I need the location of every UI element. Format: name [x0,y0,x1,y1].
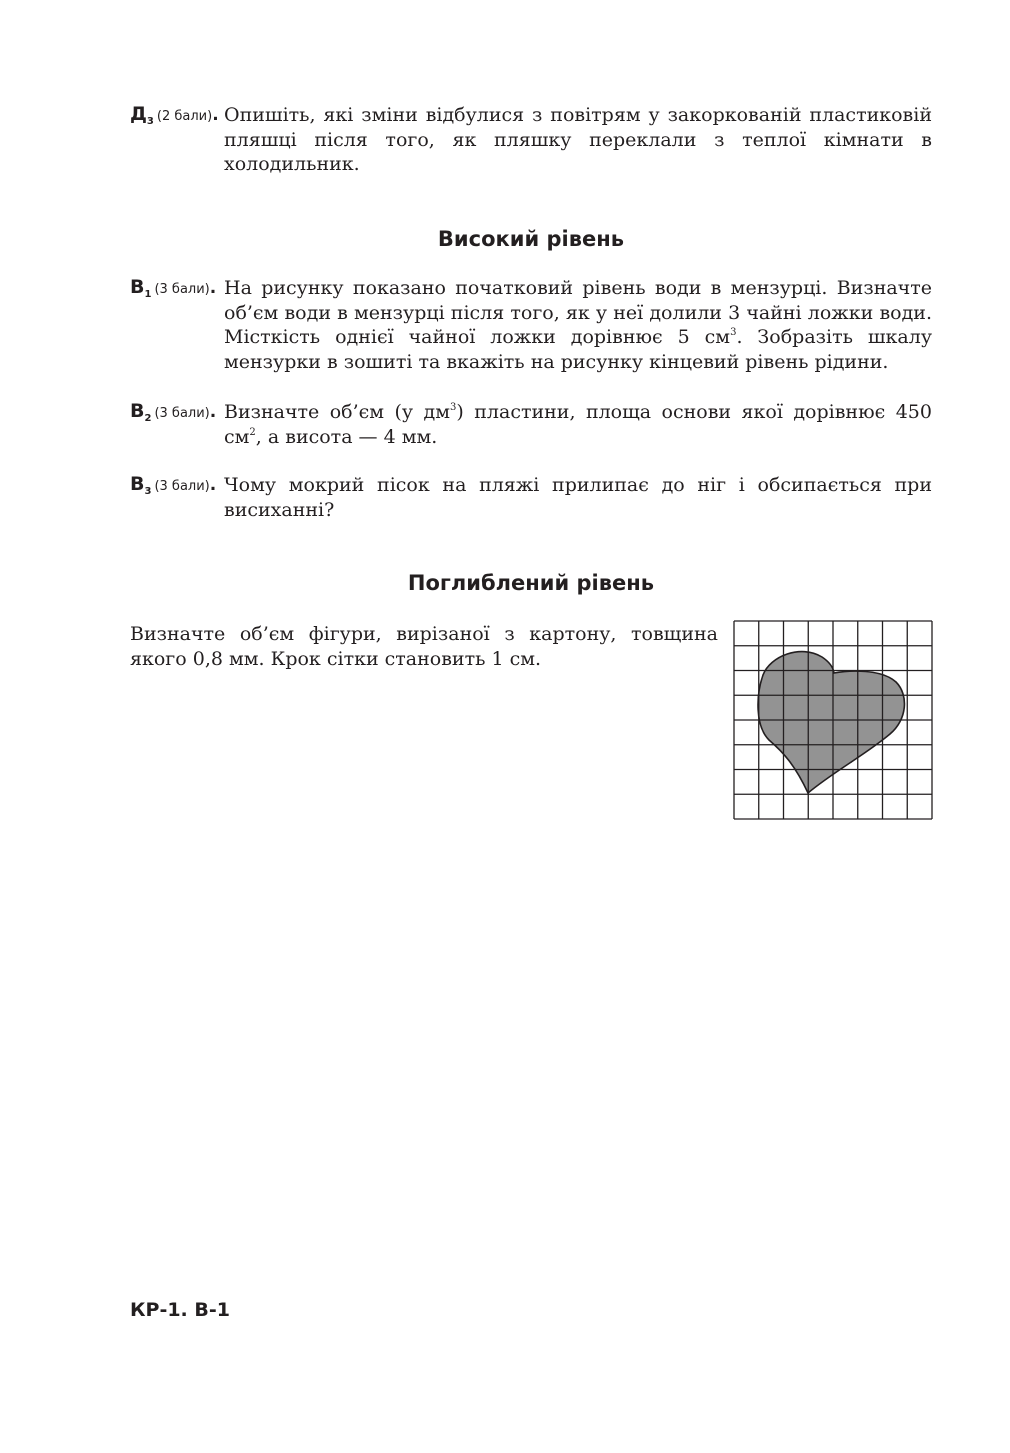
task-points: (3 бали) [154,479,210,494]
task-text: Чому мокрий пісок на пляжі прилипає до ніг і обсипається при висиханні? [224,474,932,521]
task-label: $В_1$ (3 бали). [130,276,217,300]
task-label: $В_2$ (3 бали). [130,400,217,424]
task-v2 [130,400,932,449]
task-points: (3 бали) [154,406,210,421]
task-text: Визначте об’єм (у $дм^3$) пластини, площа основи якої дорівнює 450 $см^2$, а висота — 4 мм. [224,401,932,448]
task-label: $Д_3$ (2 бали). [130,103,219,127]
task-code: $В_2$ [130,400,152,424]
section-heading-high: Високий рівень [437,227,625,251]
page-footer: КР-1. В-1 [130,1299,230,1321]
task-v3 [130,473,932,522]
task-code: $В_3$ [130,473,152,497]
grid-lines [734,621,932,819]
task-points: (2 бали) [156,109,213,124]
task-code: $Д_3$ [130,103,154,127]
task-d3 [130,103,932,177]
task-points: (3 бали) [154,282,210,297]
task-text: Опишіть, які зміни відбулися з повітрям у закоркованій пластиковій пляшці після того, як пляшку переклали з теплої кімнати в холодильник. [224,104,932,175]
section-heading-deep: Поглиблений рівень [407,571,655,595]
task-code: $В_1$ [130,276,152,300]
heart-grid-figure [733,620,933,820]
task-v1 [130,276,932,374]
task-text: На рисунку показано початковий рівень води в мензурці. Визначте об’єм води в мензурці після того, як у неї долили 3 чайні ложки води. Місткість однієї чайної ложки дорівнює 5 $см^3$. Зобразіть шкалу мензурки в зошиті та вкажіть на рисунку кінцевий рівень рідини. [224,277,932,373]
deep-task-text: Визначте об’єм фігури, вирізаної з картону, товщина якого 0,8 мм. Крок сітки становить 1 см. [130,623,718,670]
task-label: $В_3$ (3 бали). [130,473,217,497]
